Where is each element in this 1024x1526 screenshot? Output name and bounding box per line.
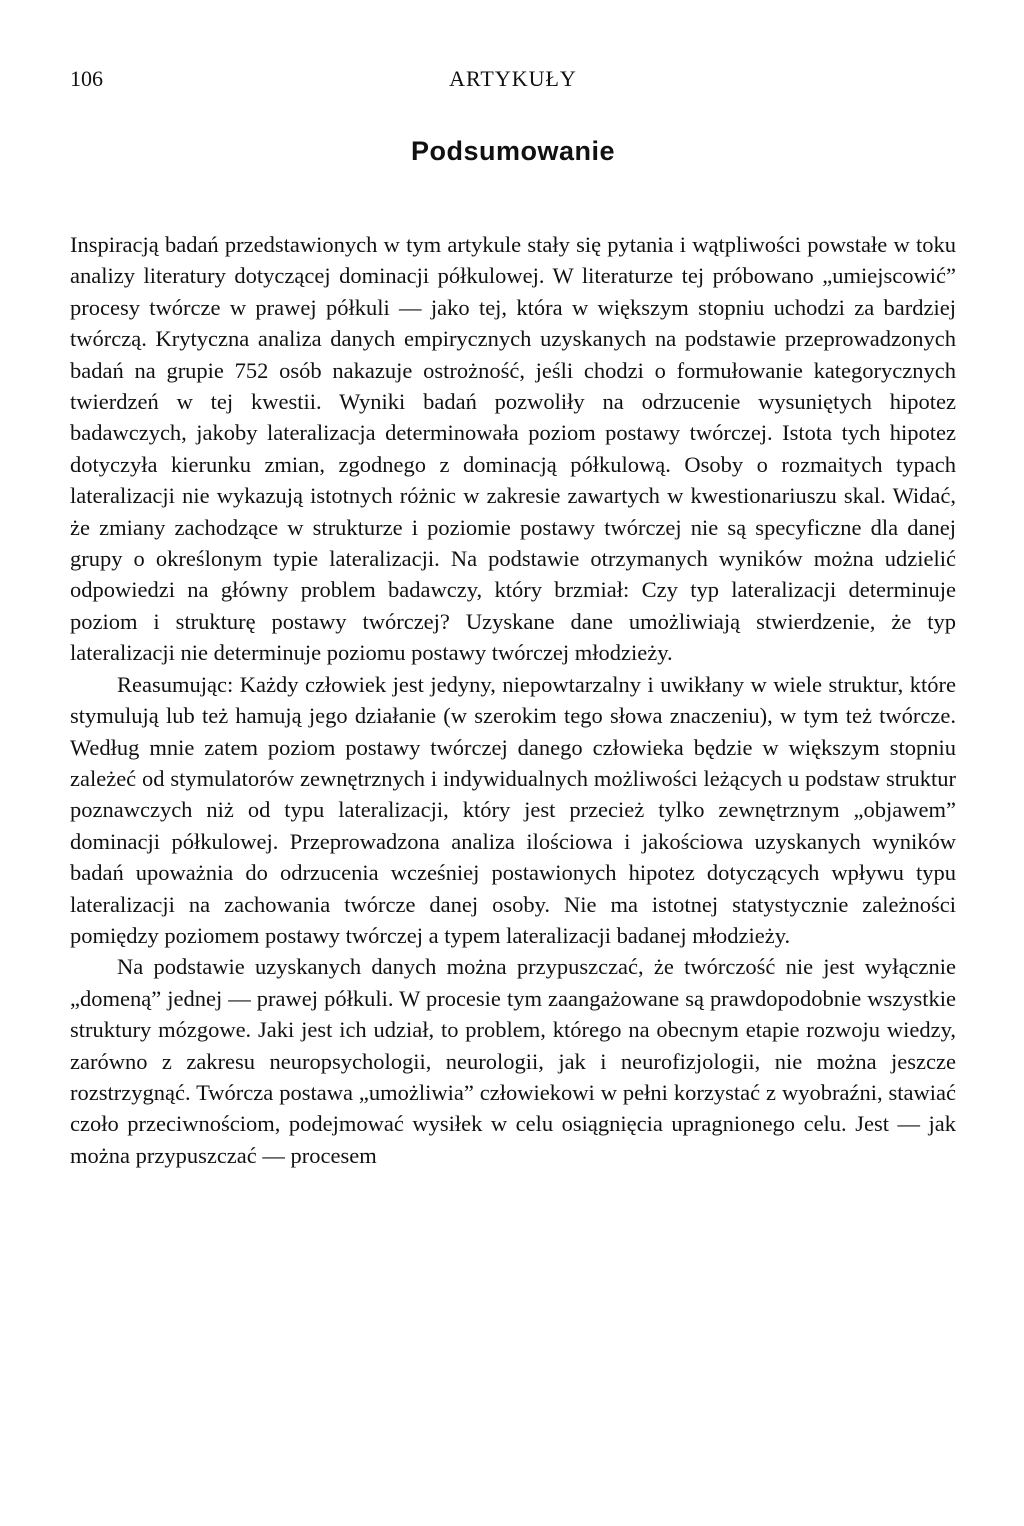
page-number: 106 bbox=[70, 66, 103, 91]
paragraph: Na podstawie uzyskanych danych można przypuszczać, że twórczość nie jest wyłącznie „domeną” jednej — prawej półkuli. W procesie tym zaangażowane są prawdopodobnie wszystkie struktury mózgowe. Jaki jest ich udział, to problem, którego na obecnym etapie rozwoju wiedzy, zarówno z zakresu neuropsychologii, neurologii, jak i neurofizjologii, nie można jeszcze rozstrzygnąć. Twórcza postawa „umożliwia” człowiekowi w pełni korzystać z wyobraźni, stawiać czoło przeciwnościom, podejmować wysiłek w celu osiągnięcia upragnionego celu. Jest — jak można przypuszczać — procesem bbox=[70, 954, 956, 1168]
article-body bbox=[70, 229, 956, 1171]
running-head bbox=[70, 58, 956, 98]
section-label: ARTYKUŁY bbox=[449, 66, 577, 91]
page bbox=[70, 58, 956, 1171]
paragraph: Inspiracją badań przedstawionych w tym artykule stały się pytania i wątpliwości powstałe w toku analizy literatury dotyczącej dominacji półkulowej. W literaturze tej próbowano „umiejscowić” procesy twórcze w prawej półkuli — jako tej, która w większym stopniu uchodzi za bardziej twórczą. Krytyczna analiza danych empirycznych uzyskanych na podstawie przeprowadzonych badań na grupie 752 osób nakazuje ostrożność, jeśli chodzi o formułowanie kategorycznych twierdzeń w tej kwestii. Wyniki badań pozwoliły na odrzucenie wysuniętych hipotez badawczych, jakoby lateralizacja determinowała poziom postawy twórczej. Istota tych hipotez dotyczyła kierunku zmian, zgodnego z dominacją półkulową. Osoby o rozmaitych typach lateralizacji nie wykazują istotnych różnic w zakresie zawartych w kwestionariuszu skal. Widać, że zmiany zachodzące w strukturze i poziomie postawy twórczej nie są specyficzne dla danej grupy o określonym typie lateralizacji. Na podstawie otrzymanych wyników można udzielić odpowiedzi na główny problem badawczy, który brzmiał: Czy typ lateralizacji determinuje poziom i strukturę postawy twórczej? Uzyskane dane umożliwiają stwierdzenie, że typ lateralizacji nie determinuje poziomu postawy twórczej młodzieży. bbox=[70, 232, 956, 666]
section-title: Podsumowanie bbox=[410, 136, 616, 166]
paragraph: Reasumując: Każdy człowiek jest jedyny, niepowtarzalny i uwikłany w wiele struktur, które stymulują lub też hamują jego działanie (w szerokim tego słowa znaczeniu), w tym też twórcze. Według mnie zatem poziom postawy twórczej danego człowieka będzie w większym stopniu zależeć od stymulatorów zewnętrznych i indywidualnych możliwości leżących u podstaw struktur poznawczych niż od typu lateralizacji, który jest przecież tylko zewnętrznym „objawem” dominacji półkulowej. Przeprowadzona analiza ilościowa i jakościowa uzyskanych wyników badań upoważnia do odrzucenia wcześniej postawionych hipotez dotyczących wpływu typu lateralizacji na zachowania twórcze danej osoby. Nie ma istotnej statystycznie zależności pomiędzy poziomem postawy twórczej a typem lateralizacji badanej młodzieży. bbox=[70, 671, 956, 948]
